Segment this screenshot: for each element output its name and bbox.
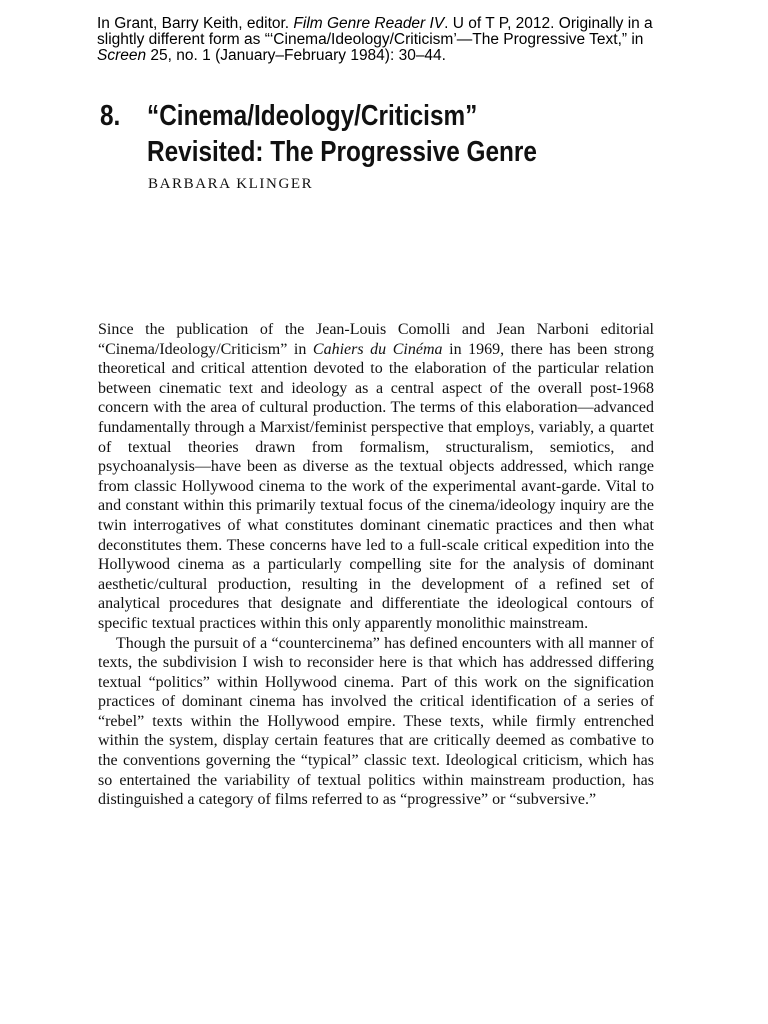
author-name: BARBARA KLINGER	[148, 176, 314, 192]
citation-journal-title: Screen	[97, 47, 147, 64]
citation-note	[97, 16, 657, 64]
paragraph-1	[98, 320, 654, 634]
body-text	[98, 320, 654, 810]
chapter-title-line-2: Revisited: The Progressive Genre	[147, 136, 537, 168]
citation-part-3: 25, no. 1 (January–February 1984): 30–44.	[146, 47, 446, 64]
chapter-title	[100, 98, 604, 170]
citation-part-1: In Grant, Barry Keith, editor.	[97, 15, 294, 32]
chapter-title-line-1: “Cinema/Ideology/Criticism”	[147, 100, 478, 132]
citation-part-2: . U of T P, 2012. Originally in a slightly different form as “‘Cinema/Ideology/Criticism’—The Progressive Text,” in	[97, 15, 653, 48]
chapter-number: 8.	[100, 100, 121, 132]
paragraph-2: Though the pursuit of a “countercinema” has defined encounters with all manner of texts, the subdivision I wish to reconsider here is that which has addressed differing textual “politics” within Hollywood cinema. Part of this work on the signification practices of dominant cinema has involved the critical identification of a series of “rebel” texts within the Hollywood empire. These texts, while firmly entrenched within the system, display certain features that are critically deemed as combative to the conventions governing the “typical” classic text. Ideological criticism, which has so entertained the variability of textual politics within mainstream production, has distinguished a category of films referred to as “progressive” or “subversive.”	[98, 634, 654, 809]
paragraph-1-journal-title: Cahiers du Cinéma	[312, 340, 443, 358]
paragraph-1-part-1: Since the publication of the Jean-Louis Comolli and Jean Narboni editorial “Cinema/Ideology/Criticism” in	[98, 321, 654, 358]
citation-book-title: Film Genre Reader IV	[293, 15, 445, 32]
paragraph-1-part-2: in 1969, there has been strong theoretical and critical attention devoted to the elaboration of the particular relation between cinematic text and ideology as a central aspect of the overall post-1968 concern with the area of cultural production. The terms of this elaboration—advanced fundamentally through a Marxist/feminist perspective that employs, variably, a quartet of textual theories drawn from formalism, structuralism, semiotics, and psychoanalysis—have been as diverse as the textual objects addressed, which range from classic Hollywood cinema to the work of the experimental avant-garde. Vital to and constant within this primarily textual focus of the cinema/ideology inquiry are the twin interrogatives of what constitutes dominant cinematic practices and then what deconstitutes them. These concerns have led to a full-scale critical expedition into the Hollywood cinema as a particularly compelling site for the analysis of dominant aesthetic/cultural production, resulting in the development of a refined set of analytical procedures that designate and differentiate the ideological contours of specific textual practices within this only apparently monolithic mainstream.	[98, 340, 654, 632]
